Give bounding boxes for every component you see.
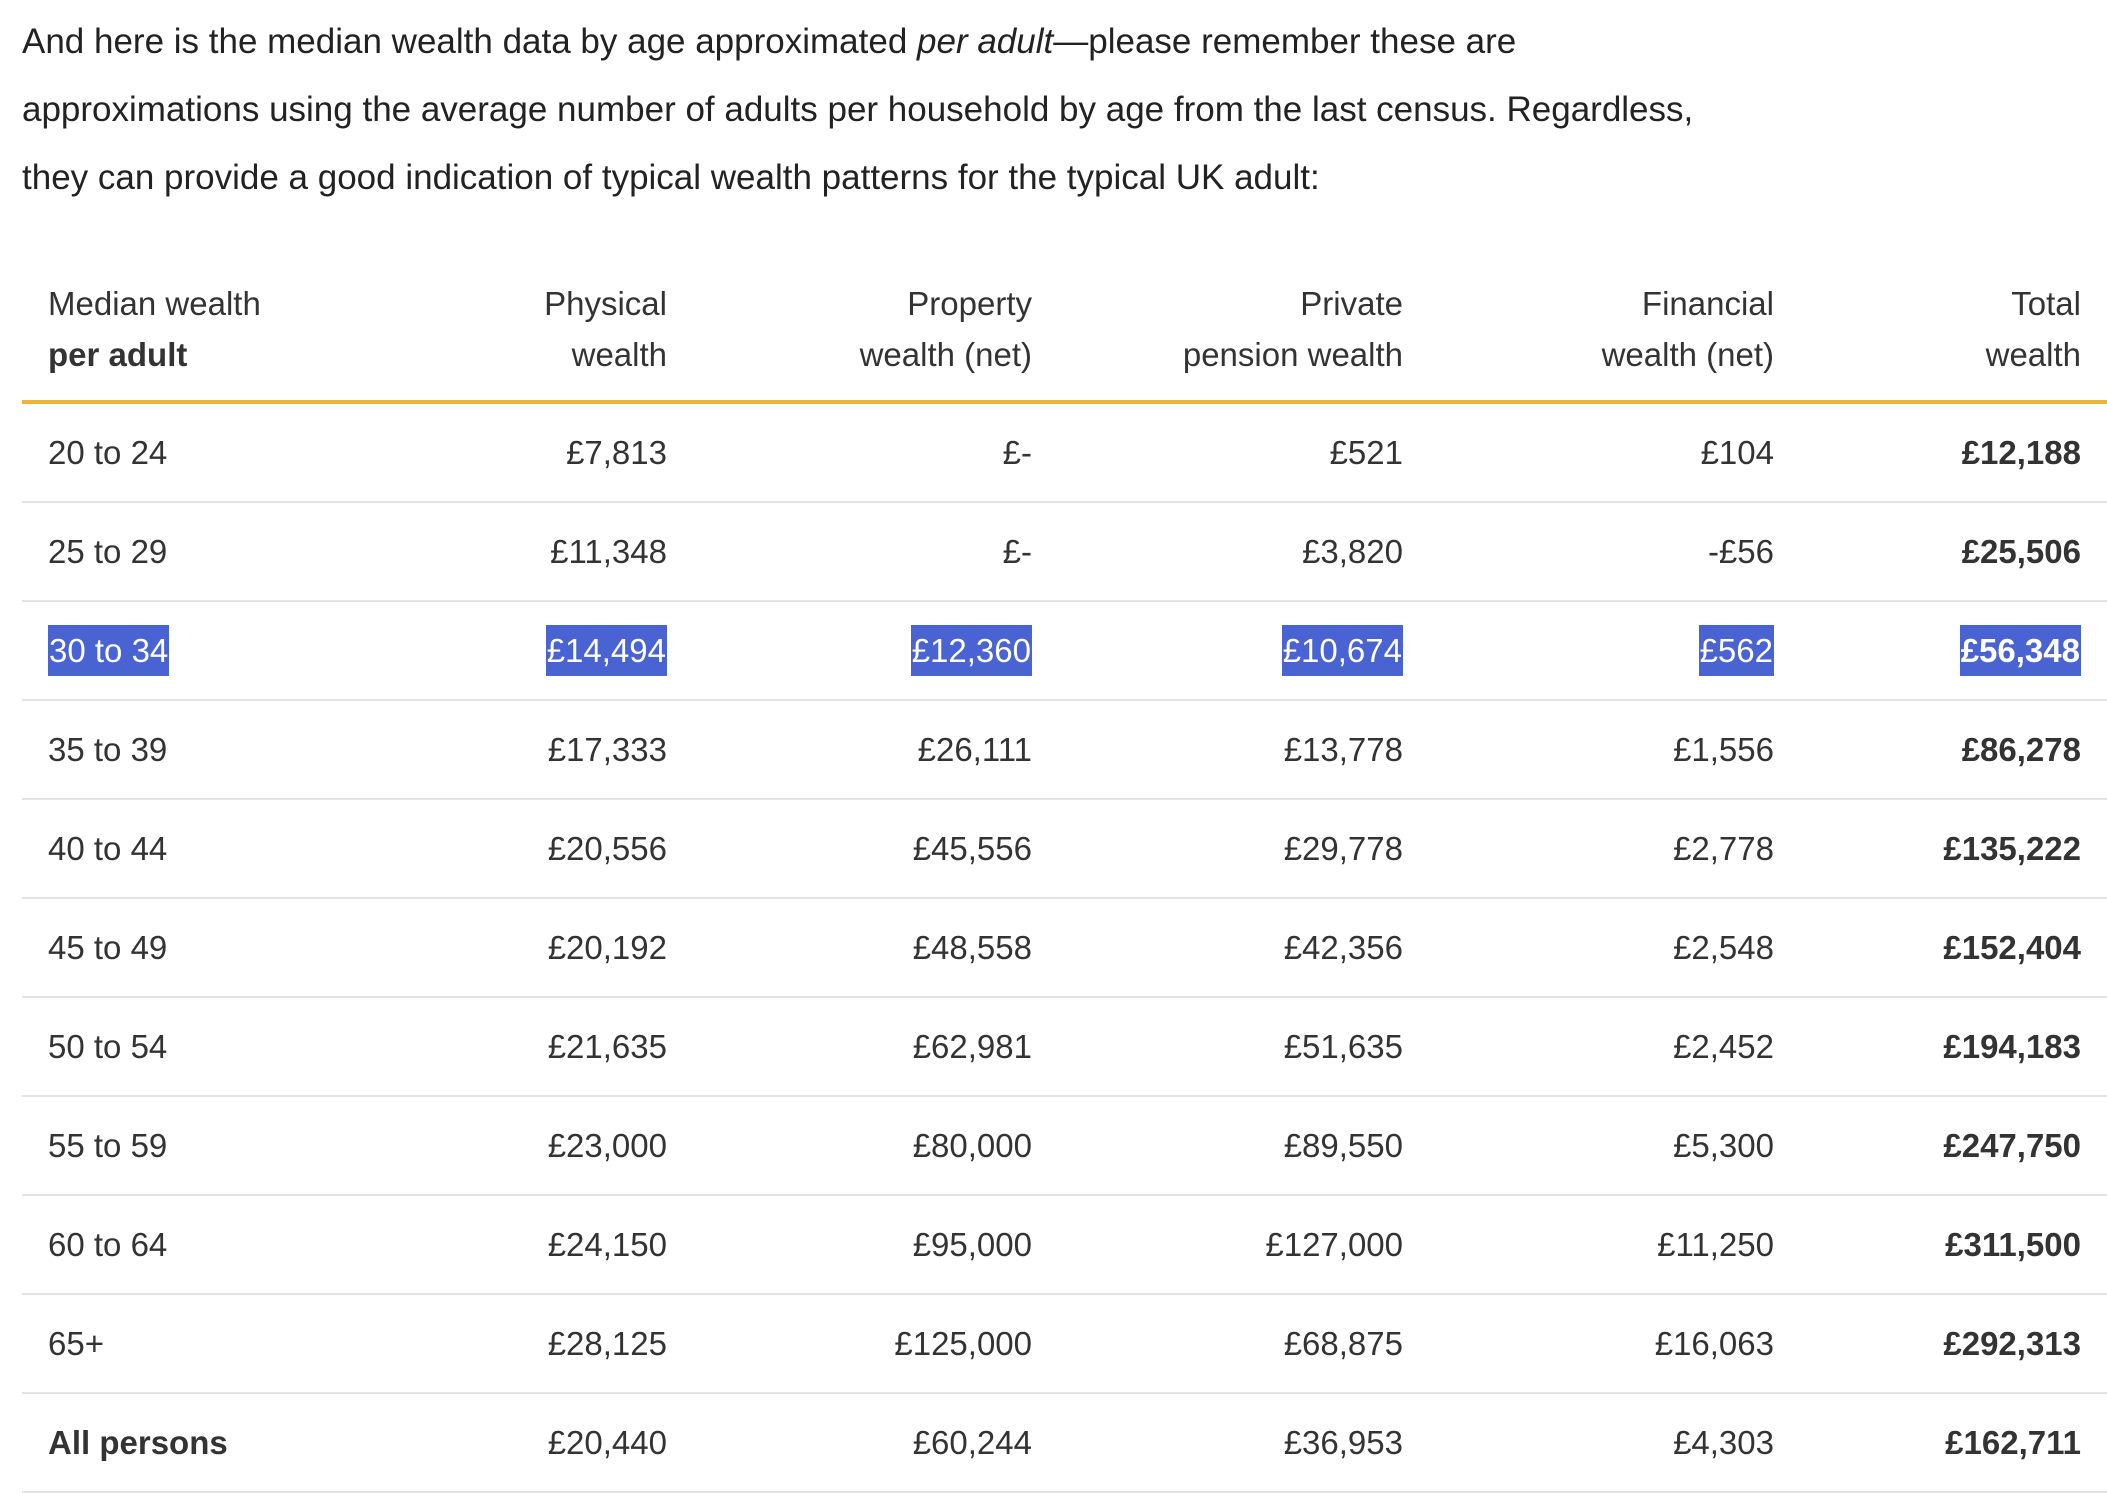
header-pension-line-2: pension wealth xyxy=(1182,336,1403,373)
financial-value: -£56 xyxy=(1707,532,1774,570)
property-value: £- xyxy=(1002,532,1032,570)
cell-total[interactable] xyxy=(1800,601,2107,700)
financial-value-selected: £562 xyxy=(1699,625,1774,676)
header-label-line-1: Median wealth xyxy=(48,285,261,322)
financial-value: £4,303 xyxy=(1673,1423,1774,1461)
table-row xyxy=(22,700,2107,799)
physical-value: £17,333 xyxy=(547,730,667,768)
property-value: £95,000 xyxy=(912,1225,1032,1263)
cell-property[interactable] xyxy=(693,1393,1058,1492)
property-value-selected: £12,360 xyxy=(911,625,1032,676)
cell-pension[interactable] xyxy=(1058,1195,1429,1294)
table-row xyxy=(22,799,2107,898)
total-value: £311,500 xyxy=(1945,1225,2081,1263)
cell-total[interactable] xyxy=(1800,402,2107,502)
table-row xyxy=(22,1294,2107,1393)
total-value: £12,188 xyxy=(1961,433,2081,471)
cell-age-band[interactable] xyxy=(22,898,414,997)
cell-age-band[interactable] xyxy=(22,601,414,700)
financial-value: £2,778 xyxy=(1673,829,1774,867)
pension-value: £13,778 xyxy=(1283,730,1403,768)
cell-property[interactable] xyxy=(693,700,1058,799)
pension-value: £68,875 xyxy=(1283,1324,1403,1362)
header-financial-line-2: wealth (net) xyxy=(1601,336,1774,373)
pension-value: £42,356 xyxy=(1283,928,1403,966)
cell-total[interactable] xyxy=(1800,1294,2107,1393)
cell-total[interactable] xyxy=(1800,799,2107,898)
cell-age-band[interactable] xyxy=(22,997,414,1096)
financial-value: £2,452 xyxy=(1673,1027,1774,1065)
intro-paragraph xyxy=(22,8,1722,212)
table-row xyxy=(22,502,2107,601)
cell-total[interactable] xyxy=(1800,502,2107,601)
cell-financial[interactable] xyxy=(1429,1294,1800,1393)
header-property-wealth[interactable] xyxy=(693,262,1058,402)
cell-total[interactable] xyxy=(1800,997,2107,1096)
header-physical-wealth[interactable] xyxy=(414,262,693,402)
physical-value: £21,635 xyxy=(547,1027,667,1065)
pension-value: £127,000 xyxy=(1265,1225,1403,1263)
financial-value: £16,063 xyxy=(1654,1324,1774,1362)
pension-value-selected: £10,674 xyxy=(1282,625,1403,676)
property-value: £60,244 xyxy=(912,1423,1032,1461)
cell-financial[interactable] xyxy=(1429,898,1800,997)
property-value: £26,111 xyxy=(917,730,1032,768)
cell-property[interactable] xyxy=(693,402,1058,502)
cell-property[interactable] xyxy=(693,898,1058,997)
age-band-text: 40 to 44 xyxy=(48,829,168,867)
financial-value: £1,556 xyxy=(1673,730,1774,768)
total-value-selected: £56,348 xyxy=(1960,625,2081,676)
age-band-text: 45 to 49 xyxy=(48,928,168,966)
cell-physical[interactable] xyxy=(414,1096,693,1195)
pension-value: £89,550 xyxy=(1283,1126,1403,1164)
total-value: £135,222 xyxy=(1943,829,2081,867)
header-row xyxy=(22,262,2107,402)
table-row xyxy=(22,1096,2107,1195)
header-median-wealth[interactable] xyxy=(22,262,414,402)
pension-value: £521 xyxy=(1329,433,1403,471)
physical-value: £24,150 xyxy=(547,1225,667,1263)
pension-value: £51,635 xyxy=(1283,1027,1403,1065)
property-value: £125,000 xyxy=(894,1324,1032,1362)
header-financial-wealth[interactable] xyxy=(1429,262,1800,402)
cell-physical[interactable] xyxy=(414,898,693,997)
cell-age-band[interactable] xyxy=(22,1393,414,1492)
property-value: £- xyxy=(1002,433,1032,471)
physical-value: £7,813 xyxy=(566,433,667,471)
total-value: £25,506 xyxy=(1961,532,2081,570)
physical-value: £20,440 xyxy=(547,1423,667,1461)
property-value: £80,000 xyxy=(912,1126,1032,1164)
header-pension-wealth[interactable] xyxy=(1058,262,1429,402)
cell-financial[interactable] xyxy=(1429,1393,1800,1492)
table-body xyxy=(22,402,2107,1492)
cell-pension[interactable] xyxy=(1058,898,1429,997)
cell-age-band[interactable] xyxy=(22,1195,414,1294)
physical-value: £28,125 xyxy=(547,1324,667,1362)
header-total-wealth[interactable] xyxy=(1800,262,2107,402)
header-label-line-2: per adult xyxy=(48,336,188,373)
cell-property[interactable] xyxy=(693,1195,1058,1294)
cell-physical[interactable] xyxy=(414,997,693,1096)
cell-age-band[interactable] xyxy=(22,799,414,898)
total-value: £292,313 xyxy=(1943,1324,2081,1362)
header-physical-line-1: Physical xyxy=(544,285,667,322)
header-property-line-2: wealth (net) xyxy=(859,336,1032,373)
cell-age-band[interactable] xyxy=(22,1096,414,1195)
cell-total[interactable] xyxy=(1800,700,2107,799)
cell-physical[interactable] xyxy=(414,700,693,799)
financial-value: £104 xyxy=(1700,433,1774,471)
cell-financial[interactable] xyxy=(1429,402,1800,502)
cell-age-band[interactable] xyxy=(22,700,414,799)
cell-pension[interactable] xyxy=(1058,997,1429,1096)
financial-value: £11,250 xyxy=(1657,1225,1774,1263)
cell-total[interactable] xyxy=(1800,1393,2107,1492)
pension-value: £3,820 xyxy=(1302,532,1403,570)
cell-physical[interactable] xyxy=(414,799,693,898)
cell-property[interactable] xyxy=(693,502,1058,601)
median-wealth-table xyxy=(22,262,2107,1493)
cell-property[interactable] xyxy=(693,799,1058,898)
pension-value: £29,778 xyxy=(1283,829,1403,867)
cell-pension[interactable] xyxy=(1058,601,1429,700)
cell-financial[interactable] xyxy=(1429,601,1800,700)
financial-value: £2,548 xyxy=(1673,928,1774,966)
cell-financial[interactable] xyxy=(1429,1096,1800,1195)
financial-value: £5,300 xyxy=(1673,1126,1774,1164)
header-pension-line-1: Private xyxy=(1300,285,1403,322)
physical-value: £23,000 xyxy=(547,1126,667,1164)
cell-total[interactable] xyxy=(1800,1096,2107,1195)
physical-value: £20,556 xyxy=(547,829,667,867)
cell-age-band[interactable] xyxy=(22,1294,414,1393)
intro-text-start: And here is the median wealth data by age approximated xyxy=(22,22,918,61)
cell-total[interactable] xyxy=(1800,1195,2107,1294)
cell-pension[interactable] xyxy=(1058,700,1429,799)
table-row xyxy=(22,997,2107,1096)
intro-emphasis: per adult xyxy=(917,22,1054,61)
table-row xyxy=(22,1195,2107,1294)
total-value: £194,183 xyxy=(1943,1027,2081,1065)
property-value: £62,981 xyxy=(912,1027,1032,1065)
cell-pension[interactable] xyxy=(1058,1393,1429,1492)
age-band-text: 25 to 29 xyxy=(48,532,168,570)
cell-physical[interactable] xyxy=(414,1294,693,1393)
total-value: £152,404 xyxy=(1943,928,2081,966)
cell-property[interactable] xyxy=(693,1294,1058,1393)
intro-text-end: —please remember these are approximations using the average number of adults per household by age from the last census. Regardless, they can provide a good indication of typical wealth patterns for the typical UK adult: xyxy=(22,22,1694,197)
age-band-text: All persons xyxy=(48,1423,228,1461)
cell-pension[interactable] xyxy=(1058,1294,1429,1393)
property-value: £45,556 xyxy=(912,829,1032,867)
property-value: £48,558 xyxy=(912,928,1032,966)
physical-value: £20,192 xyxy=(547,928,667,966)
header-total-line-1: Total xyxy=(2011,285,2081,322)
total-value: £86,278 xyxy=(1961,730,2081,768)
cell-age-band[interactable] xyxy=(22,502,414,601)
physical-value: £11,348 xyxy=(550,532,667,570)
cell-total[interactable] xyxy=(1800,898,2107,997)
age-band-text: 20 to 24 xyxy=(48,433,168,471)
cell-financial[interactable] xyxy=(1429,502,1800,601)
cell-pension[interactable] xyxy=(1058,799,1429,898)
age-band-text: 65+ xyxy=(48,1324,104,1362)
table-row-all-persons xyxy=(22,1393,2107,1492)
cell-physical[interactable] xyxy=(414,1195,693,1294)
table-row-selected xyxy=(22,601,2107,700)
cell-physical[interactable] xyxy=(414,601,693,700)
header-financial-line-1: Financial xyxy=(1641,285,1774,322)
physical-value-selected: £14,494 xyxy=(546,625,667,676)
cell-financial[interactable] xyxy=(1429,1195,1800,1294)
header-total-line-2: wealth xyxy=(1985,336,2081,373)
cell-physical[interactable] xyxy=(414,402,693,502)
table-row xyxy=(22,402,2107,502)
cell-financial[interactable] xyxy=(1429,799,1800,898)
pension-value: £36,953 xyxy=(1283,1423,1403,1461)
age-band-text: 55 to 59 xyxy=(48,1126,168,1164)
table-header xyxy=(22,262,2107,402)
cell-physical[interactable] xyxy=(414,1393,693,1492)
cell-property[interactable] xyxy=(693,601,1058,700)
cell-physical[interactable] xyxy=(414,502,693,601)
cell-property[interactable] xyxy=(693,1096,1058,1195)
cell-financial[interactable] xyxy=(1429,700,1800,799)
header-property-line-1: Property xyxy=(907,285,1032,322)
cell-pension[interactable] xyxy=(1058,402,1429,502)
cell-pension[interactable] xyxy=(1058,502,1429,601)
total-value: £247,750 xyxy=(1943,1126,2081,1164)
table-row xyxy=(22,898,2107,997)
cell-pension[interactable] xyxy=(1058,1096,1429,1195)
cell-age-band[interactable] xyxy=(22,402,414,502)
age-band-text: 50 to 54 xyxy=(48,1027,168,1065)
header-physical-line-2: wealth xyxy=(571,336,667,373)
total-value: £162,711 xyxy=(1945,1423,2081,1461)
age-band-text-selected: 30 to 34 xyxy=(48,625,169,676)
cell-property[interactable] xyxy=(693,997,1058,1096)
age-band-text: 60 to 64 xyxy=(48,1225,168,1263)
cell-financial[interactable] xyxy=(1429,997,1800,1096)
age-band-text: 35 to 39 xyxy=(48,730,168,768)
